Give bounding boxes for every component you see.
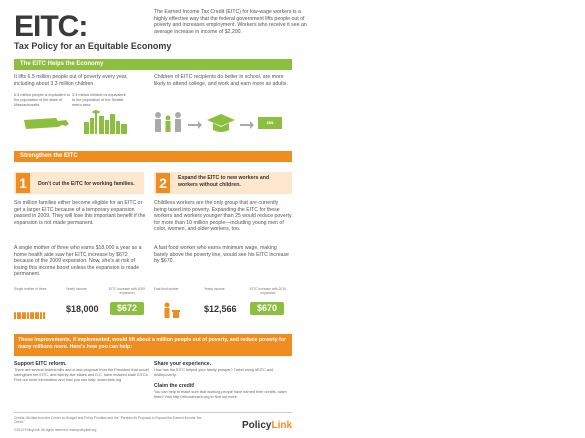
stat-seattle: 3.3 million children is equivalent to the population of the Seattle metro area xyxy=(72,93,126,107)
table-1-col-increase: EITC increase with 2009 expansion xyxy=(109,287,145,296)
footer-divider xyxy=(14,412,292,413)
person-icon xyxy=(14,312,16,319)
table-2-increase-value: $670 xyxy=(250,302,284,315)
section-banner-strengthen: Strengthen the EITC xyxy=(14,151,292,162)
section-banner-economy: The EITC Helps the Economy xyxy=(14,59,292,70)
table-1-income-value: $18,000 xyxy=(66,304,99,314)
person-icon xyxy=(32,312,34,319)
table-2-col-income: Yearly income xyxy=(204,287,225,291)
seattle-skyline-icon xyxy=(82,106,130,134)
support-body: There are several federal bills and a new proposal from the President that would strengthen the EITC, and twenty-five states and D.C. have enacted state EITCs. Find out more information and how you can help: www.rbeis.org xyxy=(14,368,149,382)
table-1-col-income: Yearly income xyxy=(66,287,87,291)
massachusetts-map-icon xyxy=(22,112,72,134)
table-2-col-person: Fast food worker xyxy=(154,287,179,291)
page-subtitle: Tax Policy for an Equitable Economy xyxy=(14,41,172,51)
person-icon xyxy=(43,312,45,319)
example-1-text: A single mother of three who earns $18,000 a year as a home health aide saw her EITC increase by $672 because of the 2009 expansion. Now, she's at risk of losing this income boost unless the expansion is made permanent. xyxy=(14,245,142,278)
claim-title: Claim the credit! xyxy=(154,383,195,389)
fast-food-worker-icon xyxy=(160,302,182,318)
family-icon xyxy=(152,110,184,136)
point-2-heading: Expand the EITC to new workers and workers without children. xyxy=(178,175,270,188)
point-1-body: Six million families either become eligible for an EITC or get a larger EITC because of a temporary expansion passed in 2009. They will lose this important benefit if the expansion is not made permanent. xyxy=(14,200,146,226)
table-2-col-increase: EITC increase with 2015 expansion xyxy=(250,287,286,296)
table-2-income-value: $12,566 xyxy=(204,304,237,314)
arrow-icon xyxy=(188,121,202,129)
point-2-number: 2 xyxy=(156,173,170,193)
claim-body: You can help to make sure that working people have earned their credits. claim them! Visit http://eitcoutreach.org to find out more. xyxy=(154,390,287,399)
arrow-icon xyxy=(240,121,254,129)
callout-text: These improvements, if implemented, would lift about a million people out of poverty, and reduce poverty for many millions more. Here's how you can help: xyxy=(18,337,286,350)
person-icon xyxy=(40,312,42,319)
graduation-cap-icon xyxy=(206,112,236,134)
policylink-logo xyxy=(242,420,292,431)
logo-text-policy: Policy xyxy=(242,420,272,431)
children-text: Children of EITC recipients do better in school, are more likely to attend college, and work and earn more as adults. xyxy=(154,74,288,87)
stat-massachusetts: 6.5 million people is equivalent to the population of the state of Massachusetts xyxy=(14,93,70,107)
point-1-heading: Don't cut the EITC for working families. xyxy=(38,181,135,187)
person-icon xyxy=(27,312,29,319)
logo-text-link: Link xyxy=(271,420,293,431)
point-1-number: 1 xyxy=(16,173,30,193)
footer-credits: Credits: All data from the Center on Budget and Policy Priorities and the "President's Proposal to Expand the Earned Income Tax Credit." xyxy=(14,416,202,425)
support-title: Support EITC reform. xyxy=(14,361,67,367)
point-2-body: Childless workers are the only group that are currently being taxed into poverty. Expanding the EITC for these workers and workers younger than 25 would reduce poverty for more than 10 million people—including young men of color, women, and older workers, too. xyxy=(154,200,292,233)
footer-copyright: ©2014 PolicyLink. All rights reserved. www.policylink.org xyxy=(14,428,97,432)
person-icon xyxy=(19,312,21,319)
share-title: Share your experience. xyxy=(154,361,212,367)
family-people-icons xyxy=(14,306,62,324)
table-1-increase-value: $672 xyxy=(110,302,144,315)
share-body: How has the EITC helped your family prosper? Tweet using #EITC and #Allinpoverty. xyxy=(154,368,274,377)
money-icon: $$$ xyxy=(258,117,282,129)
page-title: EITC: xyxy=(14,10,88,43)
table-1-col-person: Single mother of three xyxy=(14,287,47,291)
lift-text: It lifts 6.5 million people out of poverty every year, including about 3.3 million children. xyxy=(14,74,128,87)
example-2-text: A fast food worker who earns minimum wage, making barely above the poverty line, would see his EITC increase by $670. xyxy=(154,245,289,265)
intro-text: The Earned Income Tax Credit (EITC) for low-wage workers is a highly effective way that the federal government lifts people out of poverty and increases employment. Workers who receive it see an average increase in income of $2,200. xyxy=(154,9,307,35)
